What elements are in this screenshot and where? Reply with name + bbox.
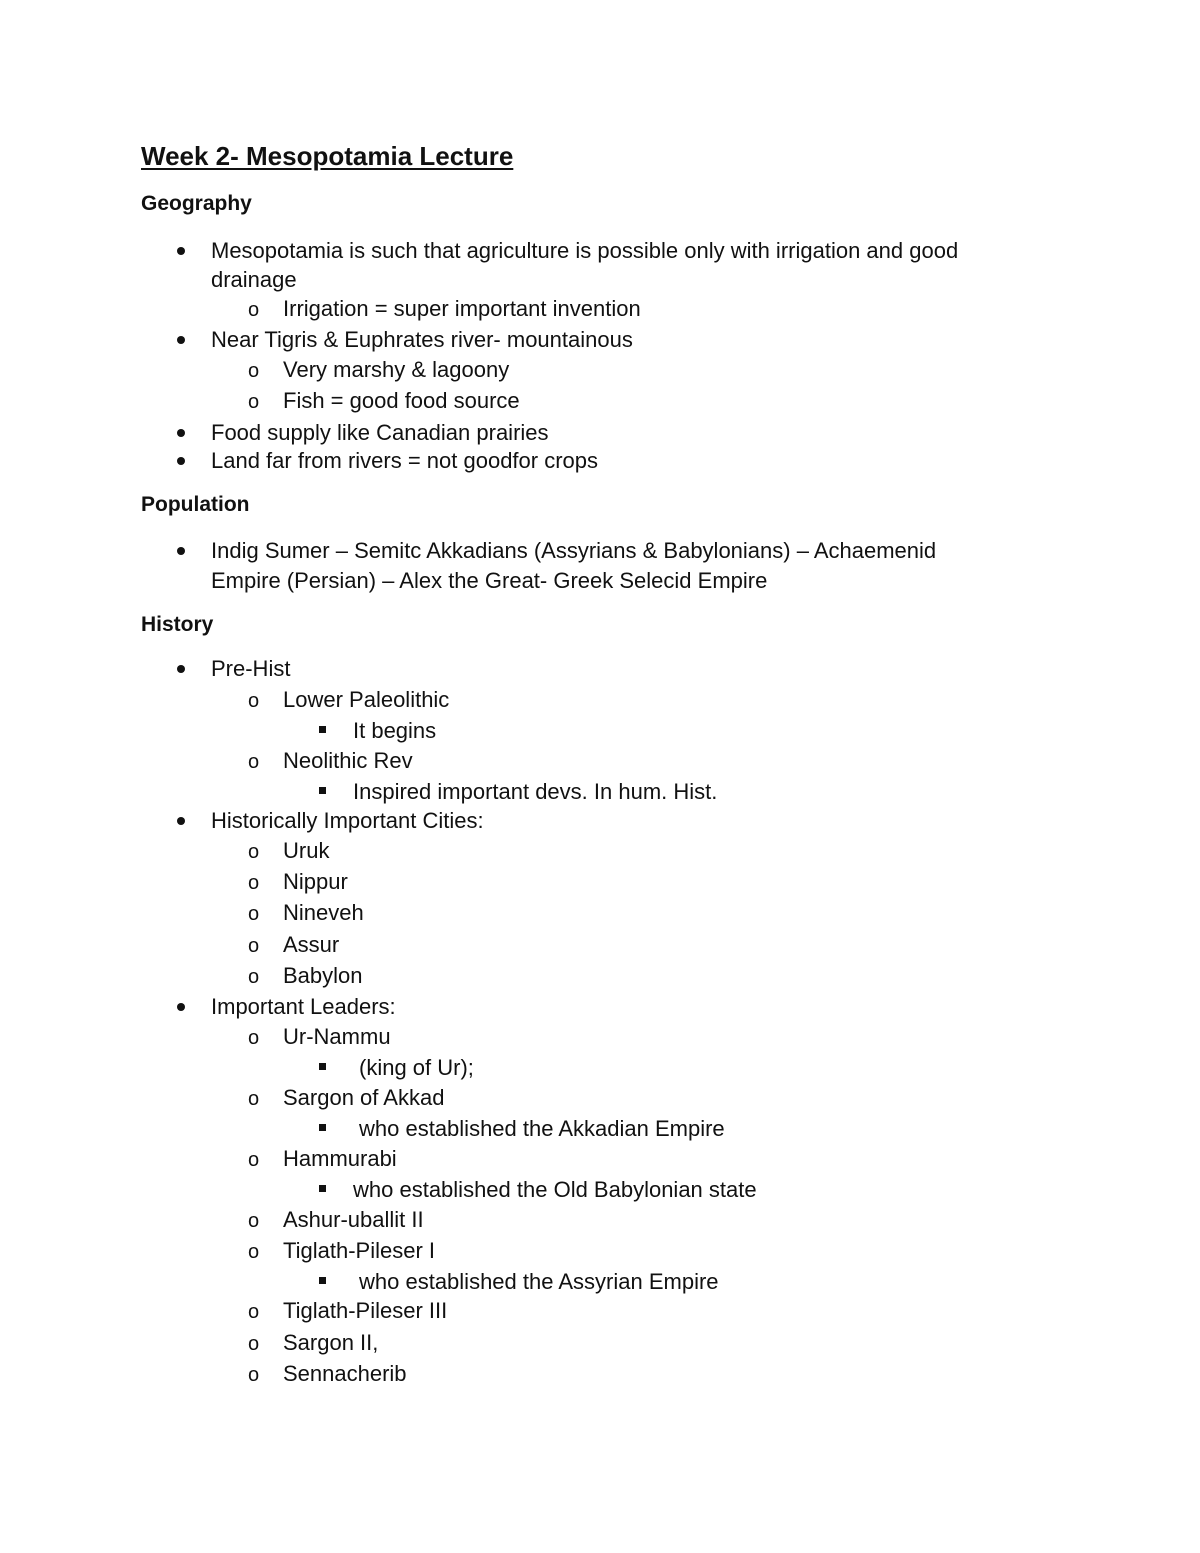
list-item: Land far from rivers = not goodfor crops [211,448,599,473]
list-item: Sennacherib [283,1361,407,1386]
square-bullet-icon [319,1277,326,1284]
list-item: Irrigation = super important invention [283,296,641,321]
circle-bullet-icon: o [248,690,260,712]
circle-bullet-icon: o [248,299,260,321]
square-bullet-icon [319,1185,326,1192]
bullet-icon [177,547,185,555]
list-item-continuation: drainage [211,267,297,292]
list-item: who established the Akkadian Empire [359,1116,725,1141]
list-item: who established the Old Babylonian state [353,1177,757,1202]
list-item: Historically Important Cities: [211,808,484,833]
list-item: Ur-Nammu [283,1024,391,1049]
list-item: Neolithic Rev [283,748,413,773]
bullet-icon [177,336,185,344]
list-item: Ashur-uballit II [283,1207,424,1232]
list-item: Tiglath-Pileser I [283,1238,436,1263]
list-item: Sargon II, [283,1330,379,1355]
circle-bullet-icon: o [248,1364,260,1386]
heading-population: Population [141,493,250,516]
square-bullet-icon [319,726,326,733]
heading-history: History [141,613,214,636]
list-item: Sargon of Akkad [283,1085,445,1110]
circle-bullet-icon: o [248,841,260,863]
list-item: Inspired important devs. In hum. Hist. [353,779,718,804]
circle-bullet-icon: o [248,391,260,413]
square-bullet-icon [319,787,326,794]
circle-bullet-icon: o [248,1241,260,1263]
list-item: Babylon [283,963,363,988]
list-item: Assur [283,932,340,957]
bullet-icon [177,817,185,825]
list-item: Lower Paleolithic [283,687,450,712]
document-title: Week 2- Mesopotamia Lecture [141,141,514,171]
list-item-continuation: Empire (Persian) – Alex the Great- Greek Selecid Empire [211,568,768,593]
list-item: who established the Assyrian Empire [359,1269,719,1294]
heading-geography: Geography [141,192,252,215]
list-item: Near Tigris & Euphrates river- mountainous [211,327,633,352]
circle-bullet-icon: o [248,751,260,773]
list-item: Very marshy & lagoony [283,357,510,382]
list-item: Tiglath-Pileser III [283,1298,448,1323]
circle-bullet-icon: o [248,872,260,894]
list-item: Nippur [283,869,348,894]
circle-bullet-icon: o [248,935,260,957]
list-item: Fish = good food source [283,388,520,413]
bullet-icon [177,247,185,255]
circle-bullet-icon: o [248,1301,260,1323]
circle-bullet-icon: o [248,1027,260,1049]
list-item: Indig Sumer – Semitc Akkadians (Assyrians & Babylonians) – Achaemenid [211,538,937,563]
bullet-icon [177,429,185,437]
list-item: (king of Ur); [359,1055,474,1080]
list-item: It begins [353,718,437,743]
circle-bullet-icon: o [248,903,260,925]
bullet-icon [177,457,185,465]
list-item: Uruk [283,838,330,863]
circle-bullet-icon: o [248,1210,260,1232]
square-bullet-icon [319,1063,326,1070]
list-item: Hammurabi [283,1146,397,1171]
bullet-icon [177,665,185,673]
circle-bullet-icon: o [248,360,260,382]
list-item: Important Leaders: [211,994,396,1019]
list-item: Pre-Hist [211,656,291,681]
circle-bullet-icon: o [248,1149,260,1171]
list-item: Mesopotamia is such that agriculture is possible only with irrigation and good [211,238,959,263]
square-bullet-icon [319,1124,326,1131]
circle-bullet-icon: o [248,1333,260,1355]
bullet-icon [177,1003,185,1011]
list-item: Food supply like Canadian prairies [211,420,549,445]
circle-bullet-icon: o [248,966,260,988]
list-item: Nineveh [283,900,364,925]
circle-bullet-icon: o [248,1088,260,1110]
